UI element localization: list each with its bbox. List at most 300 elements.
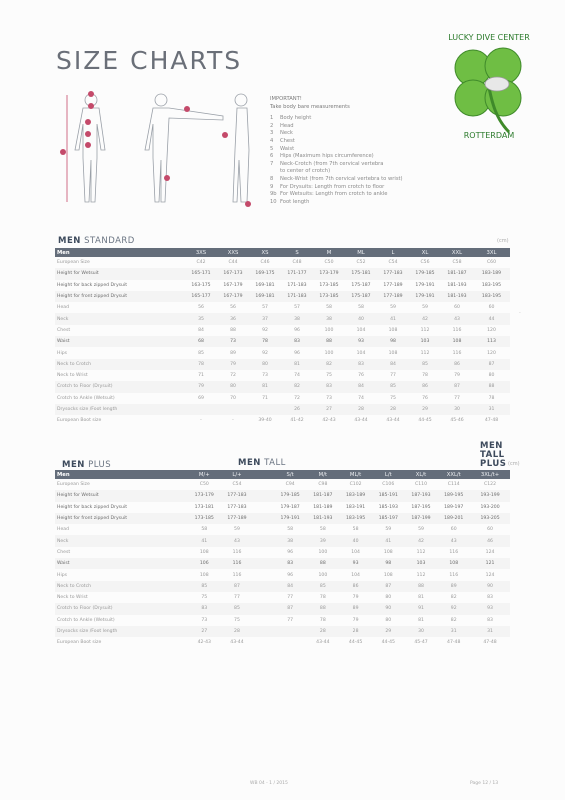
table-cell: 167-173: [217, 268, 249, 279]
table-cell: 177-189: [383, 282, 403, 288]
table-cell: 100: [318, 549, 328, 555]
measure-item: [270, 176, 470, 184]
men-standard-table: [55, 248, 510, 426]
table-cell: 44-45: [348, 640, 363, 646]
table-row: [55, 347, 510, 358]
spacer-cell: [253, 535, 273, 546]
table-cell: 177-183: [377, 268, 409, 279]
table-cell: 171-183: [281, 291, 313, 302]
table-cell: C54: [388, 260, 398, 266]
row-label: Crotch to Ankle (Wetsuit): [57, 395, 115, 401]
table-cell: 47-48: [484, 418, 499, 424]
header-cell: XXL/t: [437, 470, 470, 479]
table-cell: 31: [437, 626, 470, 637]
table-cell: 82: [450, 617, 457, 623]
table-cell: 72: [230, 373, 236, 379]
table-cell: 42-43: [322, 418, 336, 424]
table-cell: 165-177: [185, 291, 217, 302]
table-cell: 30: [441, 404, 473, 415]
table-row: [55, 359, 510, 370]
table-cell: 28: [339, 626, 372, 637]
table-row: [55, 370, 510, 381]
header-cell: XS: [249, 248, 281, 257]
table-cell: 93: [339, 558, 372, 569]
measure-item: [270, 130, 470, 138]
measure-item-text: Body height: [280, 115, 312, 122]
table-cell: 108: [388, 350, 398, 356]
table-cell: 82: [450, 595, 457, 601]
header-spacer: [253, 470, 273, 479]
header-cell: Men: [55, 470, 188, 479]
table-cell: 59: [234, 527, 240, 533]
table-cell: 35: [185, 313, 217, 324]
spacer-cell: [253, 558, 273, 569]
logo-bottom-text: ROTTERDAM: [463, 131, 515, 140]
table-cell: 43-44: [386, 418, 400, 424]
row-label: European Boot size: [57, 418, 102, 424]
header-cell: L/t: [372, 470, 405, 479]
unit-label-2: (cm): [508, 461, 520, 467]
table-cell: 79: [352, 595, 359, 601]
table-cell: 77: [390, 373, 396, 379]
table-cell: 38: [281, 313, 313, 324]
table-cell: 116: [232, 549, 242, 555]
measure-item-text: For Wetsuits: Length from crotch to ankle: [280, 191, 388, 198]
table-cell: 181-189: [313, 504, 333, 510]
row-label: Drysocks size /Foot length: [55, 626, 188, 637]
measure-item-text: Neck: [280, 130, 293, 137]
table-cell: 179-191: [409, 291, 441, 302]
table-cell: 77: [454, 395, 460, 401]
row-label: European Size: [57, 482, 90, 488]
measure-item-number: 9b: [270, 191, 277, 198]
measure-item-text: Hips (Maximum hips circumference): [280, 153, 374, 160]
table-cell: 77: [287, 617, 294, 623]
table-cell: 187-195: [411, 504, 431, 510]
table-row: [55, 569, 510, 580]
table-cell: C106: [382, 482, 395, 488]
table-cell: 183-195: [481, 282, 502, 288]
measure-item: [270, 146, 470, 154]
header-cell: M: [313, 248, 345, 257]
spacer-cell: [253, 592, 273, 603]
spacer-cell: [253, 603, 273, 614]
table-cell: 47-48: [447, 640, 461, 646]
row-label: Neck to Wrist: [57, 373, 88, 379]
table-cell: 80: [385, 595, 392, 601]
table-cell: 82: [281, 381, 313, 392]
table-cell: 179-191: [274, 513, 307, 524]
table-cell: [185, 404, 217, 415]
table-cell: 87: [441, 381, 473, 392]
table-cell: 108: [441, 336, 473, 347]
table-cell: 169-181: [255, 282, 275, 288]
table-cell: 30: [405, 626, 438, 637]
table-cell: 31: [473, 404, 510, 415]
table-cell: C44: [228, 260, 238, 266]
measure-item-number: 6: [270, 153, 274, 160]
table-cell: 81: [418, 617, 424, 623]
row-label: Neck to Crotch: [55, 359, 185, 370]
table-row: [55, 393, 510, 404]
table-row: [55, 268, 510, 279]
measure-item-number: 5: [270, 145, 274, 152]
table-cell: 84: [274, 581, 307, 592]
table-row: [55, 291, 510, 302]
table-cell: 183-191: [345, 504, 366, 510]
table-cell: 179-187: [280, 504, 300, 510]
table-cell: 181-187: [441, 268, 473, 279]
table-cell: 96: [294, 350, 300, 356]
table-cell: 103: [409, 336, 441, 347]
table-cell: 173-185: [188, 513, 221, 524]
table-cell: C52: [356, 260, 366, 266]
table-cell: 43: [221, 535, 254, 546]
spacer-cell: [253, 547, 273, 558]
table-cell: 37: [249, 313, 281, 324]
header-cell: S: [281, 248, 313, 257]
measure-list: [270, 115, 470, 206]
row-label: Crotch to Floor (Drysuit): [55, 381, 185, 392]
table-row: [55, 603, 510, 614]
table-cell: 72: [294, 395, 300, 401]
measure-heading: IMPORTANT!: [270, 96, 302, 102]
table-cell: 112: [416, 549, 426, 555]
row-label: Waist: [55, 336, 185, 347]
header-cell: ML/t: [339, 470, 372, 479]
table-cell: 86: [441, 359, 473, 370]
table-cell: C58: [452, 260, 462, 266]
table-cell: 92: [437, 603, 470, 614]
table-row: [55, 415, 510, 426]
page-title: SIZE CHARTS: [56, 46, 243, 75]
table-cell: C102: [349, 482, 362, 488]
table-cell: 75: [234, 617, 240, 623]
table-cell: 177-189: [221, 513, 254, 524]
measure-subheading: Take body bare measurements: [270, 103, 350, 110]
header-cell: Men: [55, 248, 185, 257]
measure-item-text: to center of crotch): [280, 168, 331, 175]
table-cell: 104: [351, 549, 360, 555]
table-cell: 79: [454, 373, 460, 379]
header-cell: 3XL/t+: [470, 470, 510, 479]
table-cell: 81: [281, 359, 313, 370]
table-cell: 83: [281, 336, 313, 347]
table-cell: 104: [351, 572, 360, 578]
table-cell: 40: [339, 535, 372, 546]
unit-label: (cm): [497, 238, 509, 244]
measure-item: [270, 168, 470, 176]
measure-item: [270, 199, 470, 207]
table-cell: 76: [358, 373, 364, 379]
table-cell: 70: [230, 395, 236, 401]
measure-item-text: Waist: [280, 145, 295, 152]
table-cell: -: [232, 418, 234, 424]
row-label: Height for front zipped Drysuit: [55, 513, 188, 524]
header-cell: 3XS: [185, 248, 217, 257]
table-cell: 78: [319, 595, 326, 601]
measurement-instructions: [270, 96, 470, 206]
table-cell: 31: [470, 626, 510, 637]
spacer-cell: [253, 513, 273, 524]
table-cell: [274, 637, 307, 648]
table-cell: 169-181: [249, 291, 281, 302]
table-cell: 112: [420, 327, 430, 333]
table-cell: 120: [487, 327, 496, 333]
table-header-row: [55, 470, 510, 479]
table-cell: C122: [484, 482, 497, 488]
men-plus-tall-table: [55, 470, 510, 648]
table-cell: 108: [199, 549, 209, 555]
table-cell: 98: [377, 336, 409, 347]
table-cell: 44-45: [381, 640, 395, 646]
header-cell: M/t: [307, 470, 340, 479]
header-cell: XXS: [217, 248, 249, 257]
table-cell: 43: [441, 313, 473, 324]
table-cell: 116: [452, 350, 462, 356]
table-cell: 87: [221, 581, 254, 592]
table-cell: 124: [485, 572, 495, 578]
table-cell: 88: [307, 603, 340, 614]
table-cell: C60: [486, 260, 497, 266]
measure-item: [270, 123, 470, 131]
table-cell: 73: [201, 617, 208, 623]
table-cell: 185-197: [372, 513, 405, 524]
table-row: [55, 637, 510, 648]
table-header-row: [55, 248, 510, 257]
table-cell: 80: [385, 617, 392, 623]
table-cell: 87: [372, 581, 405, 592]
table-cell: 183-189: [339, 490, 372, 501]
table-cell: 173-179: [313, 268, 345, 279]
table-cell: 29: [409, 404, 441, 415]
table-cell: 60: [454, 305, 460, 311]
table-row: [55, 547, 510, 558]
table-cell: 179-185: [409, 268, 441, 279]
row-label: European Size: [57, 260, 90, 266]
row-label: Neck to Crotch: [55, 581, 188, 592]
spacer-cell: [253, 490, 273, 501]
table-cell: 177-189: [377, 291, 409, 302]
row-label: Hips: [57, 572, 68, 578]
table-cell: [249, 404, 281, 415]
table-cell: 88: [313, 336, 345, 347]
measure-item-number: 10: [270, 198, 277, 205]
table-cell: 84: [345, 381, 377, 392]
table-cell: 108: [383, 572, 393, 578]
table-cell: 193-205: [470, 513, 510, 524]
row-label: Crotch to Floor (Drysuit): [55, 603, 188, 614]
table-cell: 175-187: [345, 291, 377, 302]
table-cell: 104: [356, 327, 366, 333]
table-cell: 79: [352, 617, 359, 623]
table-cell: 27: [313, 404, 345, 415]
row-label: Waist: [55, 558, 188, 569]
table-cell: C50: [199, 482, 209, 488]
table-cell: 167-179: [223, 282, 243, 288]
table-cell: 169-175: [249, 268, 281, 279]
table-cell: 83: [274, 558, 307, 569]
table-cell: 108: [383, 549, 393, 555]
table-cell: 177-183: [227, 504, 247, 510]
table-cell: 83: [487, 617, 493, 623]
measure-item-text: For Drysuits: Length from crotch to floor: [280, 183, 385, 190]
table-cell: 44: [473, 313, 510, 324]
table-cell: 58: [352, 527, 359, 533]
table-row: [55, 592, 510, 603]
table-row: [55, 490, 510, 501]
spacer-cell: [253, 569, 273, 580]
table-cell: C50: [324, 260, 334, 266]
table-cell: 108: [388, 327, 398, 333]
row-label: Height for back zipped Drysuit: [57, 504, 128, 510]
table-row: [55, 513, 510, 524]
measure-item-number: 8: [270, 175, 274, 182]
row-label: Crotch to Ankle (Wetsuit): [57, 617, 115, 623]
table-cell: C42: [196, 260, 206, 266]
table-cell: 78: [319, 617, 326, 623]
table-cell: 69: [198, 395, 204, 401]
table-cell: 88: [473, 381, 510, 392]
table-cell: 187-199: [405, 513, 438, 524]
spacer-cell: [253, 479, 273, 490]
table-cell: 59: [422, 305, 428, 311]
table-cell: 98: [372, 558, 405, 569]
table-cell: 73: [217, 336, 249, 347]
table-cell: 56: [198, 305, 204, 311]
table-cell: 108: [199, 572, 209, 578]
table-cell: 124: [485, 549, 495, 555]
table-cell: 75: [390, 395, 396, 401]
table-cell: 189-201: [437, 513, 470, 524]
table-row: [55, 336, 510, 347]
table-cell: 181-193: [307, 513, 340, 524]
table-cell: 173-179: [188, 490, 221, 501]
table-cell: 85: [307, 581, 340, 592]
table-row: [55, 302, 510, 313]
table-cell: 78: [488, 395, 495, 401]
table-cell: C48: [292, 260, 302, 266]
table-cell: 77: [287, 595, 294, 601]
row-label: Height for Wetsuit: [55, 268, 185, 279]
header-cell: L/+: [221, 470, 254, 479]
table-row: [55, 535, 510, 546]
table-cell: [217, 404, 249, 415]
table-cell: C114: [447, 482, 460, 488]
table-cell: 120: [487, 350, 496, 356]
table-cell: 58: [326, 305, 332, 311]
table-cell: 44-45: [418, 418, 432, 424]
table-cell: 75: [326, 373, 332, 379]
measure-item-text: Foot length: [280, 198, 310, 205]
table-cell: 79: [217, 359, 249, 370]
table-cell: C110: [415, 482, 427, 488]
table-cell: 108: [437, 558, 470, 569]
spacer-cell: [253, 615, 273, 626]
table-cell: 58: [358, 305, 364, 311]
table-cell: 43-44: [354, 418, 368, 424]
table-cell: 26: [281, 404, 313, 415]
measure-item-number: 7: [270, 160, 274, 167]
table-cell: 92: [262, 327, 268, 333]
measure-item-number: 4: [270, 137, 274, 144]
table-cell: 81: [418, 595, 424, 601]
table-cell: 79: [185, 381, 217, 392]
spacer-cell: [253, 524, 273, 535]
table-cell: 28: [345, 404, 377, 415]
table-cell: 58: [287, 527, 294, 533]
table-cell: 38: [274, 535, 307, 546]
table-cell: 89: [339, 603, 372, 614]
table-row: [55, 524, 510, 535]
table-cell: 80: [488, 373, 495, 379]
table-cell: C98: [318, 482, 328, 488]
table-cell: -: [200, 418, 202, 424]
measure-item: [270, 184, 470, 192]
table-cell: 85: [409, 359, 441, 370]
table-cell: 80: [217, 381, 249, 392]
table-cell: 112: [420, 350, 430, 356]
table-cell: 100: [318, 572, 328, 578]
footer-left: WB 04 - 1 / 2015: [250, 781, 288, 786]
table-cell: 175-181: [345, 268, 377, 279]
table-cell: 60: [487, 527, 493, 533]
table-cell: 86: [339, 581, 372, 592]
table-cell: 39: [307, 535, 340, 546]
table-cell: 41: [377, 313, 409, 324]
row-label: Neck: [55, 535, 188, 546]
table-cell: 83: [313, 381, 345, 392]
table-cell: 57: [262, 305, 268, 311]
table-cell: 29: [372, 626, 405, 637]
table-cell: 43: [437, 535, 470, 546]
measure-item: [270, 115, 470, 123]
table-cell: 74: [358, 395, 364, 401]
table-row: [55, 313, 510, 324]
table-cell: 71: [198, 373, 204, 379]
table-cell: 73: [326, 395, 332, 401]
table-cell: 106: [188, 558, 221, 569]
table-cell: 59: [385, 527, 392, 533]
measure-item-text: Neck-Wrist (from 7th cervical vertebra to wrist): [280, 175, 403, 182]
men-tall-plus-title: MEN TALL PLUS: [480, 441, 507, 469]
table-cell: 187-193: [405, 490, 438, 501]
row-label: Chest: [57, 327, 71, 333]
table-cell: 93: [470, 603, 510, 614]
table-cell: 104: [356, 350, 366, 356]
table-cell: 183-195: [339, 513, 372, 524]
table-cell: 116: [449, 572, 459, 578]
table-cell: 87: [274, 603, 307, 614]
table-cell: 189-197: [444, 504, 464, 510]
table-cell: 88: [405, 581, 438, 592]
table-cell: 36: [217, 313, 249, 324]
table-cell: 42: [409, 313, 441, 324]
row-label: Height for Wetsuit: [55, 490, 188, 501]
table-cell: 28: [307, 626, 340, 637]
table-cell: 86: [409, 381, 441, 392]
measure-item-number: 1: [270, 115, 274, 122]
table-cell: 74: [294, 373, 300, 379]
table-cell: 181-187: [307, 490, 340, 501]
table-cell: 84: [198, 327, 204, 333]
table-cell: 163-175: [191, 282, 211, 288]
row-label: Chest: [57, 549, 71, 555]
header-cell: ML: [345, 248, 377, 257]
table-cell: 181-193: [447, 282, 467, 288]
spacer-cell: [253, 637, 273, 648]
table-cell: 43-44: [316, 640, 330, 646]
